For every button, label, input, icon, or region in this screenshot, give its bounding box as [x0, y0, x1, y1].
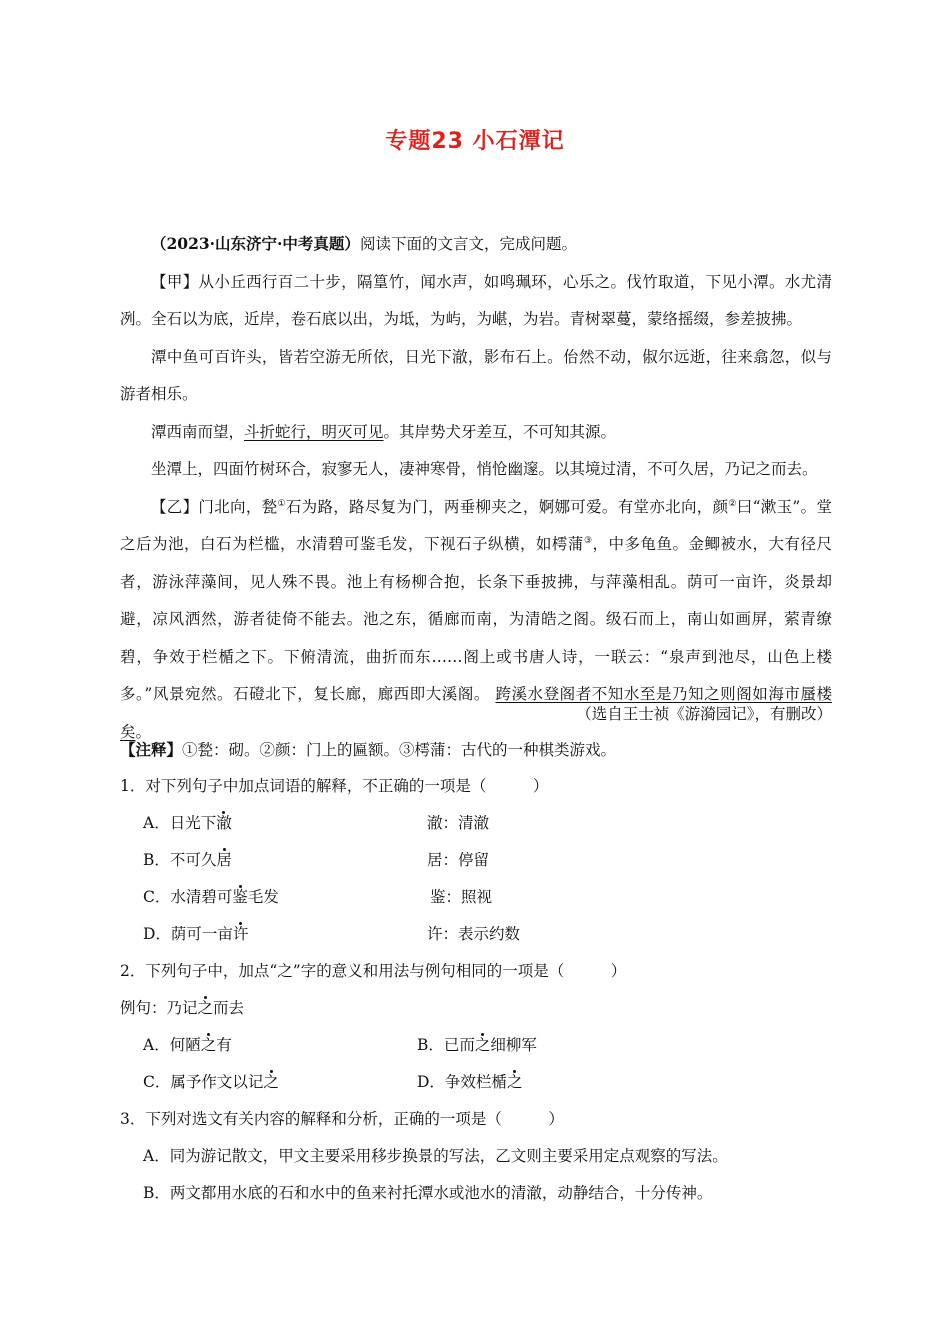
yi-text-3: 曰“漱玉”。堂之后为池，白石为栏槛，水清碧可鉴毛发，下视石子纵横，如樗蒲 [120, 497, 832, 553]
dotted-char: 之 [200, 1036, 217, 1054]
q1-option-c: C．水清碧可鉴毛发 [143, 888, 279, 906]
passage-block [120, 225, 832, 751]
dotted-char: 许 [232, 925, 249, 943]
dotted-char: 之 [263, 1073, 279, 1091]
q1-option-a: A．日光下澈 [143, 814, 232, 832]
dotted-char: 澈 [216, 814, 232, 832]
q1-option-b: B．不可久居 [143, 851, 232, 869]
page-title: 专题23 小石潭记 [385, 129, 565, 154]
jia-text-3b: 。其岸势犬牙差互，不可知其源。 [383, 422, 617, 441]
dotted-char: 居 [216, 851, 232, 869]
footnote-mark-3: ③ [583, 535, 593, 546]
q2-option-d: D．争效栏楯之 [417, 1073, 523, 1091]
question-2-stem: 2．下列句子中，加点“之”字的意义和用法与例句相同的一项是（ ） [120, 962, 627, 980]
q2-option-c: C．属予作文以记之 [143, 1073, 279, 1091]
yi-tag: 【乙】 [151, 497, 199, 516]
instruction: 阅读下面的文言文，完成问题。 [359, 235, 577, 253]
yi-text-1: 门北向，甃 [198, 497, 278, 516]
question-3-stem: 3．下列对选文有关内容的解释和分析，正确的一项是（ ） [120, 1110, 564, 1128]
q1-gloss-d: 许：表示约数 [427, 925, 521, 943]
jia-text-3a: 潭西南而望， [151, 422, 245, 441]
underlined-sentence-1: 斗折蛇行，明灭可见 [244, 422, 384, 441]
jia-paragraph-1 [120, 264, 832, 339]
q3-option-a: A．同为游记散文，甲文主要采用移步换景的写法，乙文则主要采用定点观察的写法。 [143, 1147, 728, 1165]
q2-option-b: B．已而之细柳军 [417, 1036, 537, 1054]
jia-tag: 【甲】 [151, 272, 199, 291]
q2-example: 例句：乃记之而去 [120, 999, 245, 1017]
yi-text-2: 石为路，路尽复为门，两垂柳夹之，婀娜可爱。有堂亦北向，颜 [285, 497, 729, 516]
dotted-char: 之 [474, 1036, 491, 1054]
q3-option-b: B．两文都用水底的石和水中的鱼来衬托潭水或池水的清澈，动静结合，十分传神。 [143, 1184, 713, 1202]
jia-paragraph-3 [120, 414, 832, 452]
dotted-char: 之 [506, 1073, 523, 1091]
yi-text-4: ，中多龟鱼。金鲫被水，大有径尺者，游泳萍藻间，见人殊不畏。池上有杨柳合抱，长条下垂披拂，与萍藻相乱。荫可一亩许，炎景却避，凉风洒然，游者徒倚不能去。池之东，循廊而南，为清皓之阁。级石而上，南山如画屏，萦青缭碧，争效于栏楯之下。下俯清流，曲折而东……阁上或书唐人诗，一联云：“泉声到池尽，山色上楼多。”风景宛然。石磴北下，复长廊，廊西即大溪阁。 [120, 535, 832, 703]
jia-text-1: 从小丘西行百二十步，隔篁竹，闻水声，如鸣珮环，心乐之。伐竹取道，下见小潭。水尤清冽。全石以为底，近岸，卷石底以出，为坻，为屿，为嵁，为岩。青树翠蔓，蒙络摇缀，参差披拂。 [120, 272, 832, 328]
footnote-mark-1: ① [277, 498, 286, 509]
dotted-char: 鉴 [232, 888, 248, 906]
yi-text-6: 。 [135, 722, 152, 741]
underlined-sentence-2: 跨溪水登阁者不知水至是乃知之则阁如海市蜃楼矣 [120, 685, 832, 741]
source-tag: （2023·山东济宁·中考真题） [151, 234, 360, 253]
notes-tag: 【注释】 [120, 740, 183, 759]
q2-option-a: A．何陋之有 [143, 1036, 232, 1054]
notes-text: ①甃：砌。②颜：门上的匾额。③樗蒲：古代的一种棋类游戏。 [182, 741, 617, 759]
notes-line [120, 738, 616, 760]
question-1-stem: 1．对下列句子中加点词语的解释，不正确的一项是（ ） [120, 777, 549, 795]
q1-option-d: D．荫可一亩许 [143, 925, 249, 943]
q1-gloss-a: 澈：清澈 [427, 814, 490, 832]
intro-line [120, 225, 832, 264]
q1-gloss-b: 居：停留 [427, 851, 490, 869]
jia-paragraph-2: 潭中鱼可百许头，皆若空游无所依，日光下澈，影布石上。佁然不动，俶尔远逝，往来翕忽，似与游者相乐。 [120, 347, 832, 403]
jia-paragraph-4: 坐潭上，四面竹树环合，寂寥无人，凄神寒骨，悄怆幽邃。以其境过清，不可久居，乃记之而去。 [151, 460, 818, 478]
source-citation: （选自王士祯《游漪园记》，有删改） [576, 705, 832, 723]
dotted-char: 之 [197, 999, 214, 1017]
footnote-mark-2: ② [728, 498, 737, 509]
q1-gloss-c: 鉴：照视 [430, 888, 493, 906]
